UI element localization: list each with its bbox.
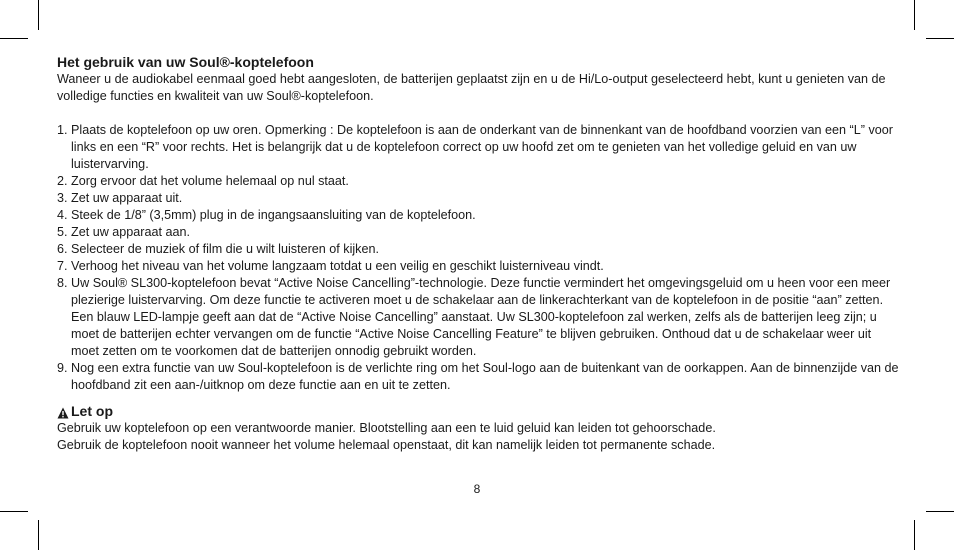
warning-heading-text: Let op bbox=[71, 403, 113, 419]
warning-line: Gebruik de koptelefoon nooit wanneer het volume helemaal openstaat, dit kan namelijk leiden tot permanente schade. bbox=[57, 438, 716, 452]
list-item: 7. Verhoog het niveau van het volume langzaam totdat u een veilig en geschikt luisterniveau vindt. bbox=[57, 259, 604, 273]
crop-mark-bottom-left-vertical bbox=[38, 520, 39, 550]
list-item: 6. Selecteer de muziek of film die u wilt luisteren of kijken. bbox=[57, 242, 379, 256]
list-item: 3. Zet uw apparaat uit. bbox=[57, 191, 183, 205]
list-item: 9. Nog een extra functie van uw Soul-koptelefoon is de verlichte ring om het Soul-logo aan de buitenkant van de oorkappen. Aan de binnenzijde van de hoofdband zit een aan-/uitknop om deze functie aan en uit te zetten. bbox=[57, 361, 899, 392]
page-title: Het gebruik van uw Soul®-koptelefoon bbox=[57, 54, 314, 70]
document-page bbox=[57, 54, 900, 454]
list-item: 5. Zet uw apparaat aan. bbox=[57, 225, 191, 239]
crop-mark-top-right-horizontal bbox=[926, 38, 954, 39]
crop-mark-bottom-right-horizontal bbox=[926, 511, 954, 512]
list-item: 8. Uw Soul® SL300-koptelefoon bevat “Active Noise Cancelling”-technologie. Deze functie vermindert het omgevingsgeluid om u heen voor een meer plezierige luistervarving. Om deze functie te activeren moet u de schakelaar aan de linkerachterkant van de koptelefoon in de positie “aan” zetten. Een blauw LED-lampje geeft aan dat de “Active Noise Cancelling” aanstaat. Uw SL300-koptelefoon zal werken, zelfs als de batterijen leeg zijn; u moet de batterijen echter vervangen om de functie “Active Noise Cancelling Feature” te blijven gebruiken. Onthoud dat u de schakelaar weer uit moet zetten om te voorkomen dat de batterijen onnodig gebruikt worden. bbox=[57, 276, 891, 358]
warning-line: Gebruik uw koptelefoon op een verantwoorde manier. Blootstelling aan een te luid geluid kan leiden tot gehoorschade. bbox=[57, 421, 716, 435]
warning-triangle-icon bbox=[57, 405, 69, 417]
list-item: 1. Plaats de koptelefoon op uw oren. Opmerking : De koptelefoon is aan de onderkant van de binnenkant van de hoofdband voorzien van een “L” voor links en een “R” voor rechts. Het is belangrijk dat u de koptelefoon correct op uw hoofd zet om te genieten van het volledige geluid en van uw luistervarving. bbox=[57, 123, 893, 171]
crop-mark-top-left-vertical bbox=[38, 0, 39, 30]
crop-mark-top-left-horizontal bbox=[0, 38, 28, 39]
instruction-list bbox=[57, 122, 900, 394]
page-number: 8 bbox=[473, 482, 481, 496]
list-item: 2. Zorg ervoor dat het volume helemaal op nul staat. bbox=[57, 174, 349, 188]
warning-heading bbox=[57, 402, 900, 420]
intro-paragraph: Waneer u de audiokabel eenmaal goed hebt aangesloten, de batterijen geplaatst zijn en u de Hi/Lo-output geselecteerd hebt, kunt u genieten van de volledige functies en kwaliteit van uw Soul®-koptelefoon. bbox=[57, 72, 886, 103]
crop-mark-top-right-vertical bbox=[914, 0, 915, 30]
crop-mark-bottom-right-vertical bbox=[914, 520, 915, 550]
list-item: 4. Steek de 1/8” (3,5mm) plug in de ingangsaansluiting van de koptelefoon. bbox=[57, 208, 476, 222]
crop-mark-bottom-left-horizontal bbox=[0, 511, 28, 512]
